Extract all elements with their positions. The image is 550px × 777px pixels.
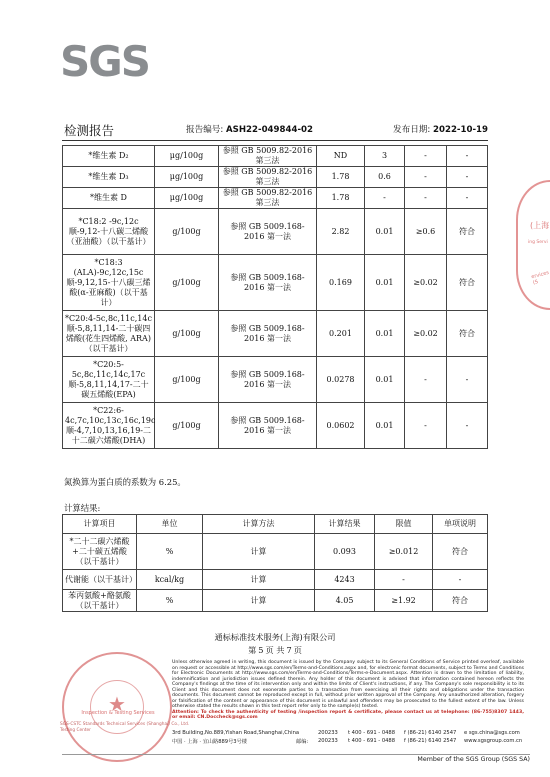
table-row <box>63 167 488 188</box>
calc-cell-unit: % <box>137 534 203 570</box>
calc-header-row <box>63 515 488 534</box>
cell-item: *维生素 D <box>63 188 155 209</box>
cell-conclusion: 符合 <box>447 311 488 357</box>
report-number: 报告编号: ASH22-049844-02 <box>186 125 313 135</box>
calc-cell-unit: % <box>137 590 203 612</box>
cell-result: 1.78 <box>317 188 365 209</box>
cell-result: 2.82 <box>317 209 365 255</box>
cell-item: *C22:6-4c,7c,10c,13c,16c,19c 顺-4,7,10,13,16,19-二十二碳六烯酸(DHA) <box>63 403 155 449</box>
calc-cell-item: 苯丙氨酸+酪氨酸（以干基计） <box>63 590 137 612</box>
cell-result: ND <box>317 146 365 167</box>
cell-item: *C20:5-5c,8c,11c,14c,17c 顺-5,8,11,14,17-二十碳五烯酸(EPA) <box>63 357 155 403</box>
calc-cell-unit: kcal/kg <box>137 570 203 590</box>
cell-method: 参照 GB 5009.82-2016 第三法 <box>219 167 317 188</box>
cell-item: *维生素 D₂ <box>63 146 155 167</box>
calc-row <box>63 570 488 590</box>
cell-lod: 0.6 <box>365 167 405 188</box>
calc-cell-result: 4.05 <box>315 590 375 612</box>
cell-method: 参照 GB 5009.168-2016 第一法 <box>219 209 317 255</box>
cell-unit: g/100g <box>155 255 219 311</box>
report-header <box>64 121 490 139</box>
cell-unit: μg/100g <box>155 146 219 167</box>
calc-row <box>63 534 488 570</box>
cell-unit: g/100g <box>155 357 219 403</box>
table-row <box>63 146 488 167</box>
issue-date-value: 2022-10-19 <box>433 125 488 135</box>
calc-cell-method: 计算 <box>203 534 315 570</box>
cell-conclusion: - <box>447 146 488 167</box>
sgs-member-note: Member of the SGS Group (SGS SA) <box>417 756 530 763</box>
cell-limit: ≥0.02 <box>405 311 447 357</box>
disclaimer: Unless otherwise agreed in writing, this document is issued by the Company subject to its General Conditions of Service printed overleaf, available on request or accessible at http://www.sgs.com/en/Terms-and-Conditions.aspx and, for electronic format documents, subject to Terms and Conditions for Electronic Documents at http://www.sgs.com/en/Terms-and-Conditions/Terms-e-Document.aspx. Attention is drawn to the limitation of liability, indemnification and jurisdiction issues defined therein. Any holder of this document is advised that information contained hereon reflects the Company's findings at the time of its intervention only and within the limits of Client's instructions, if any. The Company's sole responsibility is to its Client and this document does not exonerate parties to a transaction from exercising all their rights and obligations under the transaction documents. This document cannot be reproduced except in full, without prior written approval of the Company. Any unauthorized alteration, forgery or falsification of the content or appearance of this document is unlawful and offenders may be prosecuted to the fullest extent of the law. Unless otherwise stated the results shown in this test report refer only to the sample(s) tested. Attention: To check the authenticity of testing /inspection report & certificate, please contact us at telephone: (86-755)8307 1443, or email: CN.Doccheck@sgs.com <box>172 660 524 720</box>
report-title: 检测报告 <box>64 123 115 138</box>
cell-unit: g/100g <box>155 403 219 449</box>
cell-method: 参照 GB 5009.168-2016 第一法 <box>219 357 317 403</box>
cell-unit: μg/100g <box>155 188 219 209</box>
cell-unit: g/100g <box>155 311 219 357</box>
seal-footer-text: SGS-CSTC Standards Technical Services (Shanghai) Co., Ltd. <box>60 722 190 727</box>
cell-item: *C20:4-5c,8c,11c,14c 顺-5,8,11,14-二十碳四烯酸(花生四烯酸, ARA)（以干基计） <box>63 311 155 357</box>
cell-conclusion: - <box>447 167 488 188</box>
current-page: 5 <box>258 645 264 655</box>
results-table <box>62 145 488 449</box>
company-name: 通标标准技术服务(上海)有限公司 <box>214 632 336 642</box>
calc-header: 单项说明 <box>433 515 488 534</box>
cell-lod: 3 <box>365 146 405 167</box>
calc-cell-method: 计算 <box>203 570 315 590</box>
cell-lod: 0.01 <box>365 403 405 449</box>
calc-cell-limit: ≥1.92 <box>375 590 433 612</box>
cell-lod: 0.01 <box>365 209 405 255</box>
conversion-note: 氮换算为蛋白质的系数为 6.25。 <box>64 477 186 487</box>
seal-center-text: Inspection & Testing Services <box>81 710 155 716</box>
calc-cell-conclusion: 符合 <box>433 590 488 612</box>
calc-header: 计算方法 <box>203 515 315 534</box>
cell-conclusion: - <box>447 188 488 209</box>
sgs-logo: SGS <box>60 37 149 86</box>
side-stamp: (上海 ing Servi ervices (S <box>516 180 550 310</box>
calc-cell-limit: ≥0.012 <box>375 534 433 570</box>
table-row <box>63 188 488 209</box>
cell-conclusion: - <box>447 403 488 449</box>
issue-date: 发布日期: 2022-10-19 <box>393 125 488 135</box>
cell-item: *C18:3 (ALA)-9c,12c,15c 顺-9,12,15-十八碳三烯酸(α-亚麻酸)（以干基计） <box>63 255 155 311</box>
calc-header: 单位 <box>137 515 203 534</box>
calc-header: 计算项目 <box>63 515 137 534</box>
calc-header: 限值 <box>375 515 433 534</box>
cell-result: 1.78 <box>317 167 365 188</box>
cell-unit: g/100g <box>155 209 219 255</box>
calc-row <box>63 590 488 612</box>
cell-result: 0.169 <box>317 255 365 311</box>
cell-conclusion: - <box>447 357 488 403</box>
calc-cell-result: 4243 <box>315 570 375 590</box>
cell-item: *C18:2 -9c,12c 顺-9,12-十八碳二烯酸（亚油酸）（以干基计） <box>63 209 155 255</box>
cell-conclusion: 符合 <box>447 255 488 311</box>
cell-result: 0.0278 <box>317 357 365 403</box>
cell-item: *维生素 D₃ <box>63 167 155 188</box>
table-row <box>63 403 488 449</box>
footer-rule <box>62 754 530 755</box>
cell-lod: - <box>365 188 405 209</box>
calc-table <box>62 514 488 612</box>
header-rule <box>62 140 488 141</box>
seal-star-icon: ★ <box>108 692 126 716</box>
table-row <box>63 311 488 357</box>
table-row <box>63 255 488 311</box>
calc-header: 计算结果 <box>315 515 375 534</box>
calc-cell-conclusion: 符合 <box>433 534 488 570</box>
calc-cell-limit: - <box>375 570 433 590</box>
calc-cell-item: *二十二碳六烯酸+二十碳五烯酸（以干基计） <box>63 534 137 570</box>
calc-cell-result: 0.093 <box>315 534 375 570</box>
cell-method: 参照 GB 5009.168-2016 第一法 <box>219 255 317 311</box>
calc-title: 计算结果: <box>64 503 101 513</box>
calc-cell-method: 计算 <box>203 590 315 612</box>
cell-limit: ≥0.02 <box>405 255 447 311</box>
cell-method: 参照 GB 5009.168-2016 第一法 <box>219 311 317 357</box>
cell-limit: - <box>405 167 447 188</box>
cell-lod: 0.01 <box>365 357 405 403</box>
cell-method: 参照 GB 5009.82-2016 第三法 <box>219 146 317 167</box>
calc-cell-conclusion: - <box>433 570 488 590</box>
calc-cell-item: 代谢能（以干基计） <box>63 570 137 590</box>
cell-method: 参照 GB 5009.168-2016 第一法 <box>219 403 317 449</box>
total-pages: 7 <box>286 645 292 655</box>
cell-conclusion: 符合 <box>447 209 488 255</box>
authenticity-attention: Attention: To check the authenticity of testing /inspection report & certificate, please contact us at telephone: (86-755)8307 1443, or email: CN.Doccheck@sgs.com <box>172 709 524 720</box>
seal-footer-text-2: Testing Center <box>60 728 91 733</box>
cell-limit: - <box>405 357 447 403</box>
cell-unit: μg/100g <box>155 167 219 188</box>
page-number: 第 5 页 共 7 页 <box>248 645 302 655</box>
report-number-value: ASH22-049844-02 <box>226 125 313 135</box>
cell-limit: - <box>405 188 447 209</box>
table-row <box>63 357 488 403</box>
cell-limit: - <box>405 146 447 167</box>
cell-result: 0.0602 <box>317 403 365 449</box>
cell-lod: 0.01 <box>365 311 405 357</box>
cell-limit: - <box>405 403 447 449</box>
cell-result: 0.201 <box>317 311 365 357</box>
cell-limit: ≥0.6 <box>405 209 447 255</box>
table-row <box>63 209 488 255</box>
cell-lod: 0.01 <box>365 255 405 311</box>
company-seal <box>62 652 172 762</box>
cell-method: 参照 GB 5009.82-2016 第三法 <box>219 188 317 209</box>
